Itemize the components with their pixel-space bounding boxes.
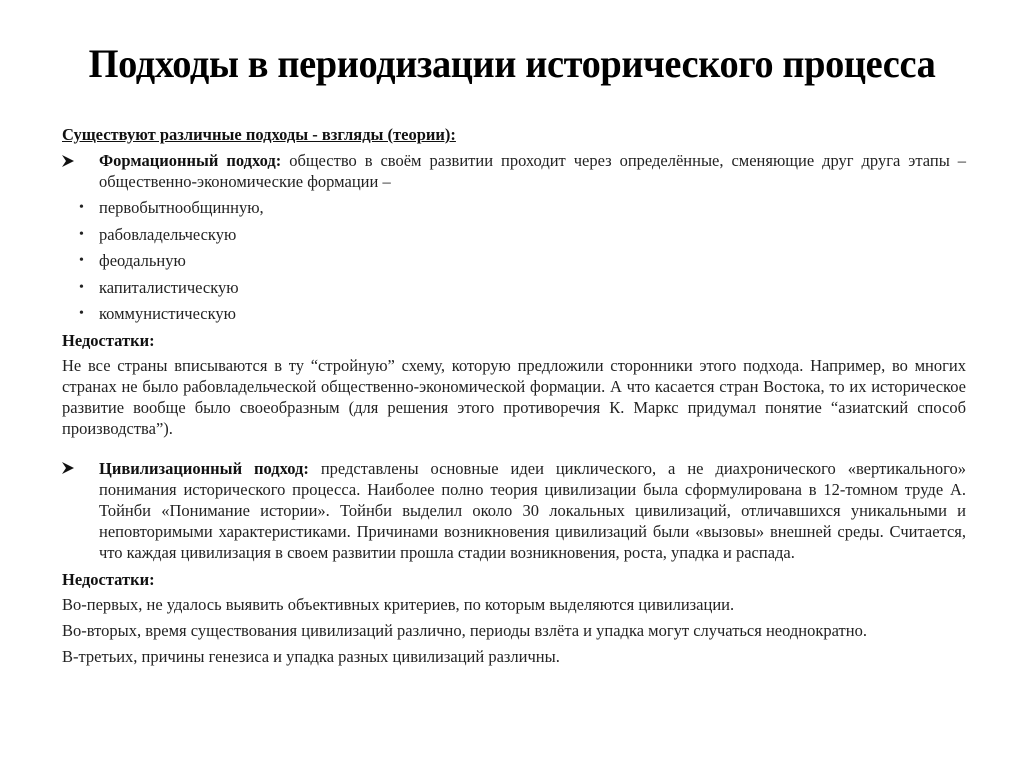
civilizational-approach-label: Цивилизационный подход:: [99, 458, 309, 478]
formations-list: [62, 197, 966, 324]
bullet-dot-icon: •: [79, 306, 84, 321]
bullet-dot-icon: •: [79, 279, 84, 295]
bullet-dot-icon: •: [79, 200, 84, 215]
formational-drawbacks-text: Не все страны вписываются в ту “стройную” схему, которую предложили сторонники этого подхода. Например, во многих странах не было рабовладельческой общественно-экономической формации. А что касается стран Востока, то их историческое развитие вообще было своеобразным (для решения этого противоречия К. Маркс придумал понятие “азиатский способ производства”).: [62, 355, 966, 438]
civilizational-drawback-2: Во-вторых, время существования цивилизаций различно, периоды взлёта и упадка могут случаться неоднократно.: [62, 620, 867, 640]
intro-heading: Существуют различные подходы - взгляды (теории):: [62, 125, 456, 144]
formational-approach-item: [62, 150, 966, 192]
formation-label: рабовладельческую: [99, 224, 237, 244]
list-item: [62, 197, 966, 218]
formation-label: капиталистическую: [99, 277, 239, 297]
formational-approach-label: Формационный подход:: [99, 151, 282, 170]
civilizational-drawback-3: В-третьих, причины генезиса и упадка разных цивилизаций различны.: [62, 646, 560, 666]
civilizational-approach-text: представлены основные идеи циклического, а не диахронического «вертикального» понимания исторического процесса. Наиболее полно теория цивилизации была сформулирована в 12-томном труде А. Тойнби «Понимание истории». Тойнби выделил около 30 локальных цивилизаций, отличавшихся уникальными и неповторимыми характеристиками. Причинами возникновения цивилизаций были «вызовы» внешней среды. Считается, что каждая цивилизация в своем развитии прошла стадии возникновения, роста, упадка и распада.: [99, 458, 967, 562]
bullet-dot-icon: •: [79, 253, 84, 268]
formational-approach-text: общество в своём развитии проходит через определённые, сменяющие друг друга этапы – общественно-экономические формации –: [99, 151, 966, 191]
formation-label: коммунистическую: [99, 304, 236, 323]
formation-label: первобытнообщинную,: [99, 198, 264, 217]
formation-label: феодальную: [99, 251, 186, 270]
spacer: [62, 439, 966, 458]
bullet-dot-icon: •: [79, 226, 84, 242]
list-item: [62, 303, 966, 324]
civilizational-drawbacks-heading: Недостатки:: [62, 569, 155, 589]
arrow-bullet-icon: [62, 458, 76, 479]
slide-content: [62, 124, 966, 667]
civilizational-approach-item: [62, 458, 966, 563]
arrow-bullet-icon: [62, 150, 76, 171]
formational-drawbacks-heading: Недостатки:: [62, 330, 155, 350]
list-item: [62, 224, 966, 245]
slide-title: Подходы в периодизации исторического процесса: [88, 41, 936, 86]
civilizational-drawback-1: Во-первых, не удалось выявить объективных критериев, по которым выделяются цивилизации.: [62, 594, 735, 614]
list-item: [62, 277, 966, 298]
list-item: [62, 250, 966, 271]
